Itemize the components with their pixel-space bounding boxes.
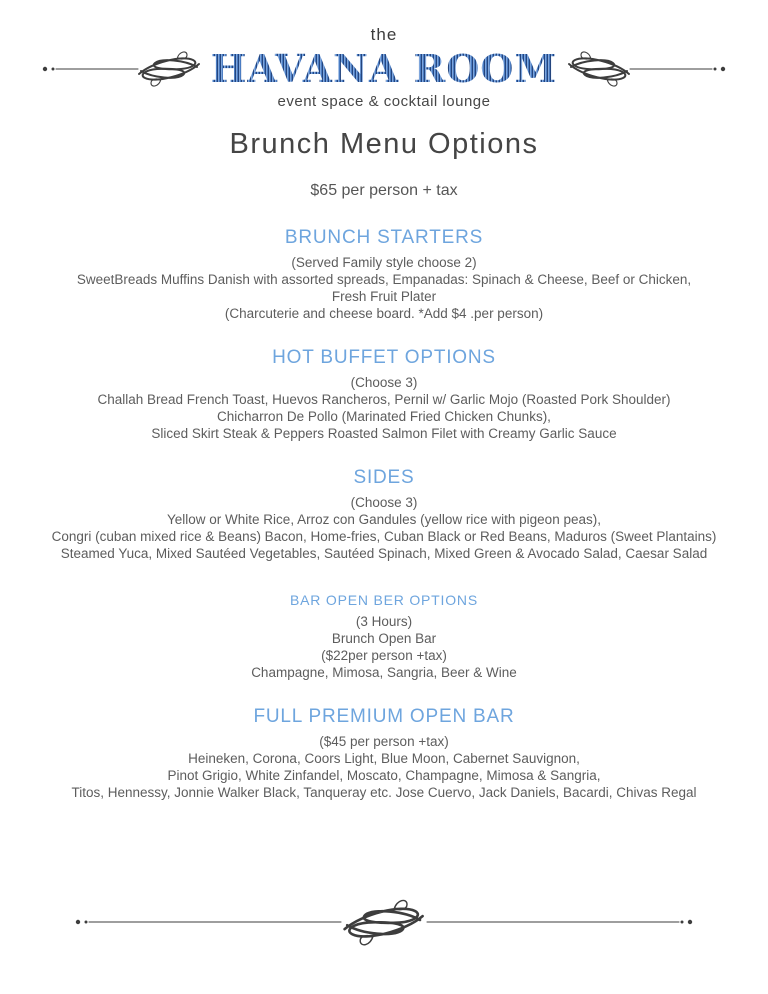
menu-line: Heineken, Corona, Coors Light, Blue Moon, Cabernet Sauvignon, [188,751,580,766]
flourish-divider-footer-icon [74,893,694,951]
menu-line: Titos, Hennessy, Jonnie Walker Black, Tanqueray etc. Jose Cuervo, Jack Daniels, Bacardi, Chivas Regal [71,785,697,800]
menu-line: ($22per person +tax) [321,648,447,663]
flourish-divider-left-icon [41,46,201,92]
menu-section-brunch-starters [0,227,768,322]
logo-pretitle: the [370,25,398,44]
section-heading: HOT BUFFET OPTIONS [272,347,496,368]
menu-line: Pinot Grigio, White Zinfandel, Moscato, Champagne, Mimosa & Sangria, [167,768,601,783]
section-heading: BAR OPEN BER OPTIONS [290,592,478,608]
menu-line: ($45 per person +tax) [319,734,449,749]
logo-row [0,46,768,92]
menu-line: Yellow or White Rice, Arroz con Gandules (yellow rice with pigeon peas), [167,512,601,527]
menu-line: (Served Family style choose 2) [291,255,477,270]
logo-havana-room: HAVANA ROOM [210,46,558,91]
menu-section-bar-open-bar [0,591,768,681]
menu-line: Sliced Skirt Steak & Peppers Roasted Salmon Filet with Creamy Garlic Sauce [151,426,617,441]
menu-section-full-premium-open-bar [0,706,768,801]
flourish-divider-right-icon [567,46,727,92]
menu-line: Chicharron De Pollo (Marinated Fried Chicken Chunks), [217,409,551,424]
section-heading: FULL PREMIUM OPEN BAR [253,706,515,727]
section-heading: SIDES [353,467,415,488]
menu-line: Congri (cuban mixed rice & Beans) Bacon, Home-fries, Cuban Black or Red Beans, Maduros (Sweet Plantains) [51,529,717,544]
menu-line: (Choose 3) [350,375,418,390]
menu-line: (Choose 3) [350,495,418,510]
logo-tagline: event space & cocktail lounge [277,93,491,110]
menu-line: Champagne, Mimosa, Sangria, Beer & Wine [251,665,517,680]
menu-section-hot-buffet [0,347,768,442]
section-heading: BRUNCH STARTERS [284,227,484,248]
page-title: Brunch Menu Options [229,128,539,160]
menu-line: Steamed Yuca, Mixed Sautéed Vegetables, Sautéed Spinach, Mixed Green & Avocado Salad, Caesar Salad [60,546,708,561]
menu-line: SweetBreads Muffins Danish with assorted spreads, Empanadas: Spinach & Cheese, Beef or Chicken, [76,272,692,287]
menu-line: Challah Bread French Toast, Huevos Rancheros, Pernil w/ Garlic Mojo (Roasted Pork Shoulder) [97,392,671,407]
menu-section-sides [0,467,768,562]
menu-line: Brunch Open Bar [331,631,437,646]
menu-line: Fresh Fruit Plater [331,289,437,304]
menu-line: (3 Hours) [355,614,413,629]
price-note: $65 per person + tax [310,182,458,199]
menu-line: (Charcuterie and cheese board. *Add $4 .per person) [224,306,544,321]
menu-header [0,26,768,110]
menu-footer [0,893,768,956]
